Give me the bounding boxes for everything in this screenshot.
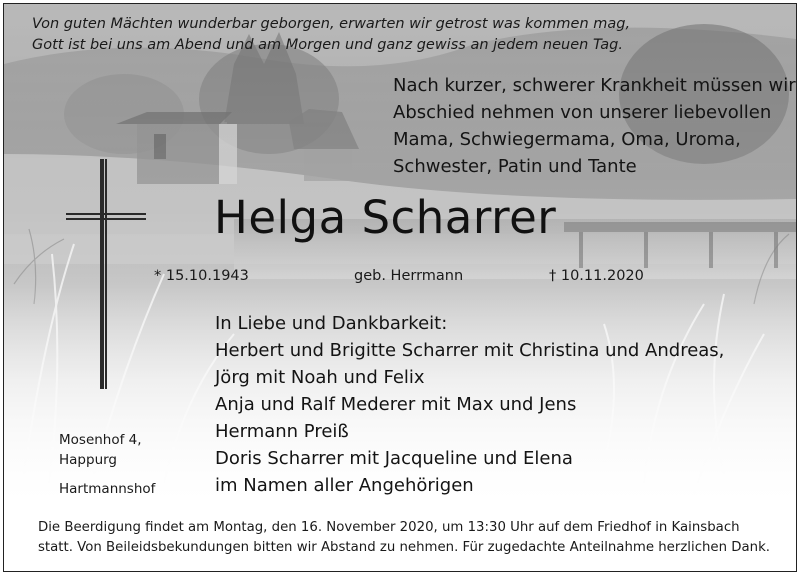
announcement-text (393, 72, 796, 180)
mourner-line: im Namen aller Angehörigen (215, 475, 474, 496)
maiden-name: geb. Herrmann (354, 268, 464, 284)
mourners-heading: In Liebe und Dankbarkeit: (215, 313, 448, 334)
cross-beam (66, 213, 146, 215)
address-street: Mosenhof 4, (59, 432, 142, 448)
obituary-notice (3, 3, 797, 572)
cross-icon (100, 159, 104, 389)
birth-date: * 15.10.1943 (154, 268, 249, 284)
motto-line: Gott ist bei uns am Abend und am Morgen und ganz gewiss an jedem neuen Tag. (32, 37, 623, 53)
deceased-name: Helga Scharrer (214, 191, 557, 244)
mourner-line: Doris Scharrer mit Jacqueline und Elena (215, 448, 573, 469)
mourner-line: Jörg mit Noah und Felix (215, 367, 425, 388)
death-date: † 10.11.2020 (549, 268, 644, 284)
motto-line: Von guten Mächten wunderbar geborgen, erwarten wir getrost was kommen mag, (32, 16, 631, 32)
family-address (59, 430, 155, 499)
address-town: Hartmannshof (59, 481, 156, 497)
mourners-list (215, 310, 724, 499)
announcement-line: Mama, Schwiegermama, Oma, Uroma, (393, 129, 741, 150)
mourner-line: Anja und Ralf Mederer mit Max und Jens (215, 394, 577, 415)
funeral-info-line: Die Beerdigung findet am Montag, den 16. November 2020, um 13:30 Uhr auf dem Friedhof in Kainsbach (38, 520, 740, 535)
funeral-info-line: statt. Von Beileidsbekundungen bitten wir Abstand zu nehmen. Für zugedachte Anteilnahme herzlichen Dank. (38, 540, 771, 555)
funeral-info (38, 518, 770, 558)
motto-verse (32, 14, 630, 56)
announcement-line: Schwester, Patin und Tante (393, 156, 637, 177)
mourner-line: Herbert und Brigitte Scharrer mit Christina und Andreas, (215, 340, 725, 361)
announcement-line: Nach kurzer, schwerer Krankheit müssen wir (393, 75, 796, 96)
mourner-line: Hermann Preiß (215, 421, 349, 442)
announcement-line: Abschied nehmen von unserer liebevollen (393, 102, 772, 123)
address-town: Happurg (59, 452, 118, 468)
